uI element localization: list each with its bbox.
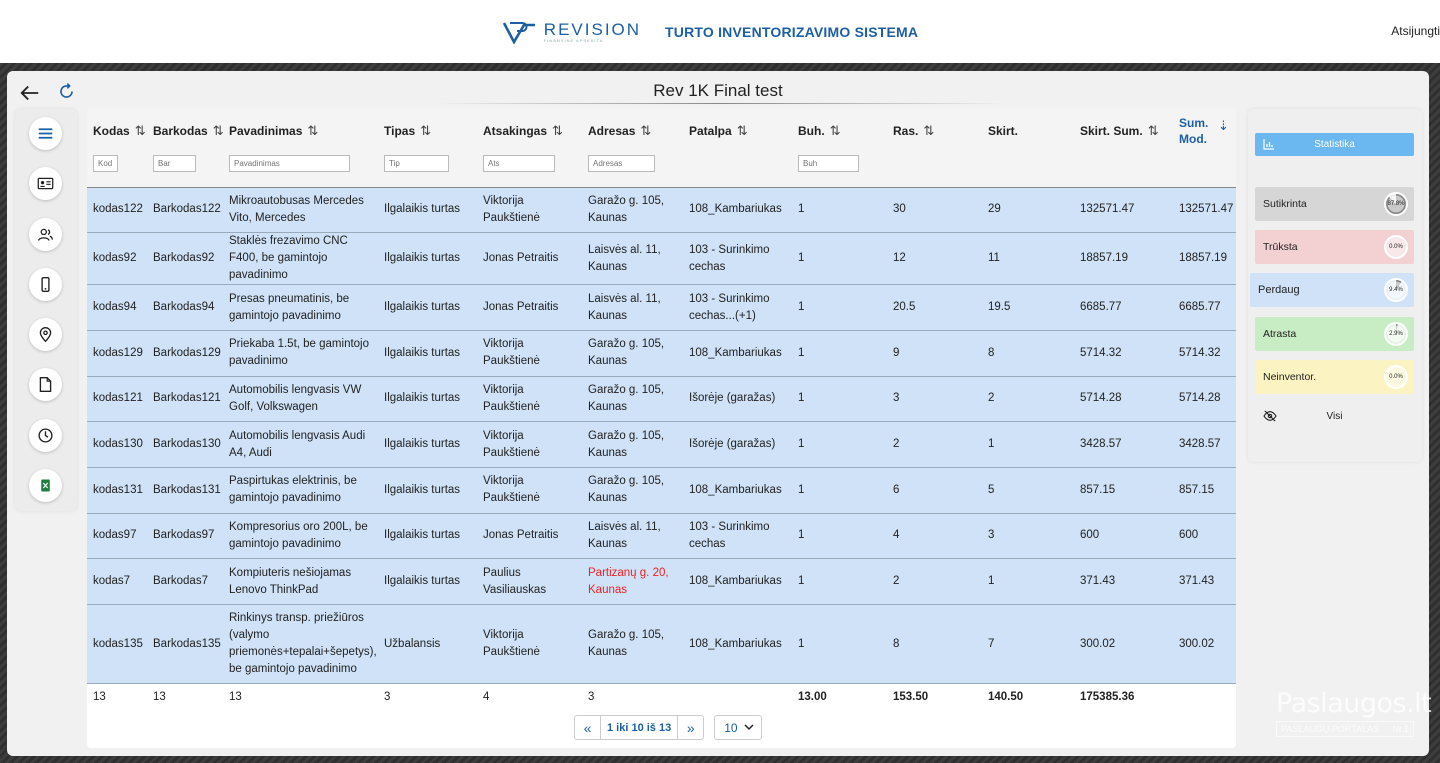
status-filter-label: Perdaug <box>1258 284 1300 296</box>
bar-chart-icon <box>1263 138 1275 150</box>
sort-icon[interactable]: ⇅ <box>1147 123 1159 138</box>
page-size-select[interactable] <box>714 715 762 740</box>
cell-buh: 1 <box>792 559 887 605</box>
table-row[interactable] <box>87 422 1236 468</box>
statistics-label: Statistika <box>1314 139 1355 150</box>
table-row[interactable] <box>87 559 1236 605</box>
total-cell: 175385.36 <box>1074 684 1173 712</box>
table-row[interactable] <box>87 330 1236 376</box>
total-cell: 13 <box>147 684 223 712</box>
brand-logo <box>502 20 918 44</box>
column-label: Ras. <box>893 124 919 138</box>
cell-patalpa: 108_Kambariukas <box>683 187 792 233</box>
cell-sum-mod: 371.43 <box>1173 559 1236 605</box>
pagination <box>574 715 762 740</box>
first-page-button[interactable]: « <box>583 719 592 736</box>
column-label: Skirt. <box>988 124 1019 138</box>
cell-sum-mod: 18857.19 <box>1173 233 1236 285</box>
cell-pavadinimas: Rinkinys transp. priežiūros (valymo priemonės+tepalai+šepetys), be gamintojo pavadinimo <box>223 605 378 684</box>
cell-tipas: Užbalansis <box>378 605 477 684</box>
column-label: Sum. Mod. <box>1179 116 1209 146</box>
sort-icon[interactable]: ⇅ <box>307 123 319 138</box>
cell-skirt: 5 <box>982 467 1074 513</box>
column-header-skirt[interactable] <box>982 108 1074 187</box>
column-label: Pavadinimas <box>229 124 303 138</box>
cell-adresas: Partizanų g. 20, Kaunas <box>582 559 683 605</box>
cell-tipas: Ilgalaikis turtas <box>378 285 477 331</box>
table-body <box>87 187 1236 684</box>
cell-buh: 1 <box>792 422 887 468</box>
cell-atsakingas: Viktorija Paukštienė <box>477 467 582 513</box>
filter-input-pavadinimas[interactable] <box>229 155 350 172</box>
cell-sum-mod: 3428.57 <box>1173 422 1236 468</box>
app-title: TURTO INVENTORIZAVIMO SISTEMA <box>665 23 919 40</box>
cell-sum-mod: 132571.47 <box>1173 187 1236 233</box>
column-header-sum-mod[interactable] <box>1173 108 1236 187</box>
show-all-label: Visi <box>1326 410 1343 422</box>
table-row[interactable] <box>87 513 1236 559</box>
status-filter-perdaug[interactable] <box>1250 273 1414 307</box>
cell-atsakingas: Paulius Vasiliauskas <box>477 559 582 605</box>
cell-buh: 1 <box>792 467 887 513</box>
status-filter-label: Neinventor. <box>1263 371 1317 383</box>
side-navigation <box>15 109 77 511</box>
cell-skirt-sum: 300.02 <box>1074 605 1173 684</box>
cell-buh: 1 <box>792 376 887 422</box>
watermark-subtitle: PASLAUGŲ PORTALAS <box>1281 724 1380 734</box>
cell-ras: 3 <box>887 376 982 422</box>
cell-skirt: 19.5 <box>982 285 1074 331</box>
cell-patalpa: 103 - Surinkimo cechas...(+1) <box>683 285 792 331</box>
cell-tipas: Ilgalaikis turtas <box>378 513 477 559</box>
cell-atsakingas: Viktorija Paukštienė <box>477 376 582 422</box>
total-cell: 13.00 <box>792 684 887 712</box>
sort-desc-icon[interactable]: ⇣ <box>1218 118 1229 133</box>
cell-skirt-sum: 5714.28 <box>1074 376 1173 422</box>
cell-atsakingas: Viktorija Paukštienė <box>477 330 582 376</box>
cell-ras: 8 <box>887 605 982 684</box>
inventory-table <box>87 108 1236 712</box>
cell-ras: 30 <box>887 187 982 233</box>
status-filter-sutikrinta[interactable] <box>1255 187 1414 221</box>
filter-input-atsakingas[interactable] <box>483 155 555 172</box>
cell-tipas: Ilgalaikis turtas <box>378 559 477 605</box>
table-row[interactable] <box>87 467 1236 513</box>
total-cell: 153.50 <box>887 684 982 712</box>
cell-patalpa: 103 - Surinkimo cechas <box>683 233 792 285</box>
cell-buh: 1 <box>792 605 887 684</box>
page-size-value: 10 <box>724 720 738 735</box>
brand-subtitle: FINANSINĖ APSKAITA <box>543 37 604 43</box>
cell-skirt: 29 <box>982 187 1074 233</box>
location-pin-icon[interactable] <box>29 318 62 351</box>
sort-icon[interactable]: ⇅ <box>923 123 935 138</box>
total-cell: 13 <box>223 684 378 712</box>
cell-ras: 20.5 <box>887 285 982 331</box>
sort-icon[interactable]: ⇅ <box>829 123 841 138</box>
sort-icon[interactable]: ⇅ <box>420 123 432 138</box>
cell-atsakingas: Jonas Petraitis <box>477 285 582 331</box>
cell-skirt-sum: 6685.77 <box>1074 285 1173 331</box>
total-cell: 4 <box>477 684 582 712</box>
cell-skirt-sum: 5714.32 <box>1074 330 1173 376</box>
progress-ring: 9.4% <box>1384 278 1408 302</box>
cell-adresas: Garažo g. 105, Kaunas <box>582 605 683 684</box>
cell-tipas: Ilgalaikis turtas <box>378 187 477 233</box>
column-header-patalpa[interactable] <box>683 108 792 187</box>
cell-kodas: kodas129 <box>87 330 147 376</box>
mobile-device-icon[interactable] <box>29 268 62 301</box>
cell-skirt: 1 <box>982 422 1074 468</box>
cell-barkodas: Barkodas122 <box>147 187 223 233</box>
cell-buh: 1 <box>792 330 887 376</box>
inventory-table-container <box>87 108 1236 748</box>
cell-kodas: kodas7 <box>87 559 147 605</box>
column-label: Buh. <box>798 124 825 138</box>
cell-buh: 1 <box>792 187 887 233</box>
cell-sum-mod: 5714.32 <box>1173 330 1236 376</box>
cell-skirt: 1 <box>982 559 1074 605</box>
total-cell: 13 <box>87 684 147 712</box>
sort-icon[interactable]: ⇅ <box>134 123 146 138</box>
cell-patalpa: 108_Kambariukas <box>683 605 792 684</box>
document-icon[interactable] <box>29 368 62 401</box>
cell-kodas: kodas94 <box>87 285 147 331</box>
cell-atsakingas: Viktorija Paukštienė <box>477 605 582 684</box>
cell-pavadinimas: Automobilis lengvasis VW Golf, Volkswagen <box>223 376 378 422</box>
cell-adresas: Garažo g. 105, Kaunas <box>582 467 683 513</box>
cell-skirt: 7 <box>982 605 1074 684</box>
cell-skirt-sum: 600 <box>1074 513 1173 559</box>
cell-buh: 1 <box>792 513 887 559</box>
total-cell: 3 <box>378 684 477 712</box>
revision-logo-icon <box>502 20 536 44</box>
title-divider <box>437 103 1007 104</box>
cell-skirt-sum: 18857.19 <box>1074 233 1173 285</box>
top-header <box>0 0 1440 63</box>
sort-icon[interactable]: ⇅ <box>212 123 224 138</box>
sort-icon[interactable]: ⇅ <box>552 123 563 138</box>
page-info: 1 iki 10 iš 13 <box>600 716 678 739</box>
cell-barkodas: Barkodas121 <box>147 376 223 422</box>
cell-barkodas: Barkodas129 <box>147 330 223 376</box>
cell-ras: 2 <box>887 422 982 468</box>
column-header-ras[interactable] <box>887 108 982 187</box>
cell-skirt: 11 <box>982 233 1074 285</box>
watermark-title: Paslaugos.lt <box>1276 688 1432 719</box>
cell-skirt-sum: 857.15 <box>1074 467 1173 513</box>
cell-kodas: kodas135 <box>87 605 147 684</box>
column-label: Tipas <box>384 124 416 138</box>
cell-ras: 9 <box>887 330 982 376</box>
table-header-row <box>87 108 1236 187</box>
cell-kodas: kodas130 <box>87 422 147 468</box>
cell-atsakingas: Viktorija Paukštienė <box>477 422 582 468</box>
status-filter-label: Trūksta <box>1263 241 1298 253</box>
column-header-kodas[interactable] <box>87 108 147 187</box>
cell-pavadinimas: Presas pneumatinis, be gamintojo pavadinimo <box>223 285 378 331</box>
logout-link[interactable]: Atsijungti <box>1391 24 1440 38</box>
column-label: Atsakingas <box>483 124 548 138</box>
cell-pavadinimas: Priekaba 1.5t, be gamintojo pavadinimo <box>223 330 378 376</box>
total-cell <box>1173 684 1236 712</box>
cell-barkodas: Barkodas92 <box>147 233 223 285</box>
cell-skirt: 2 <box>982 376 1074 422</box>
cell-tipas: Ilgalaikis turtas <box>378 233 477 285</box>
next-page-button[interactable]: » <box>686 719 695 736</box>
filter-input-kodas[interactable] <box>93 155 118 172</box>
cell-barkodas: Barkodas7 <box>147 559 223 605</box>
cell-kodas: kodas131 <box>87 467 147 513</box>
column-header-pavadinimas[interactable] <box>223 108 378 187</box>
cell-pavadinimas: Kompiuteris nešiojamas Lenovo ThinkPad <box>223 559 378 605</box>
cell-ras: 2 <box>887 559 982 605</box>
users-icon[interactable] <box>29 218 62 251</box>
status-filter-neinventor[interactable] <box>1255 360 1414 394</box>
cell-atsakingas: Jonas Petraitis <box>477 513 582 559</box>
cell-atsakingas: Jonas Petraitis <box>477 233 582 285</box>
cell-adresas: Laisvės al. 11, Kaunas <box>582 513 683 559</box>
cell-tipas: Ilgalaikis turtas <box>378 376 477 422</box>
cell-adresas: Garažo g. 105, Kaunas <box>582 422 683 468</box>
cell-adresas: Laisvės al. 11, Kaunas <box>582 233 683 285</box>
cell-sum-mod: 857.15 <box>1173 467 1236 513</box>
cell-adresas: Garažo g. 105, Kaunas <box>582 187 683 233</box>
cell-kodas: kodas122 <box>87 187 147 233</box>
cell-barkodas: Barkodas94 <box>147 285 223 331</box>
show-all-filter[interactable] <box>1255 406 1414 426</box>
cell-barkodas: Barkodas135 <box>147 605 223 684</box>
filter-input-barkodas[interactable] <box>153 155 196 172</box>
table-row[interactable] <box>87 605 1236 684</box>
sort-icon[interactable]: ⇅ <box>736 123 748 138</box>
column-header-barkodas[interactable] <box>147 108 223 187</box>
cell-ras: 6 <box>887 467 982 513</box>
excel-icon[interactable] <box>29 469 62 502</box>
table-row[interactable] <box>87 376 1236 422</box>
cell-sum-mod: 600 <box>1173 513 1236 559</box>
column-label: Kodas <box>93 124 130 138</box>
statistics-button[interactable] <box>1255 133 1414 156</box>
progress-ring: 0.0% <box>1384 235 1408 259</box>
column-header-skirt-sum[interactable] <box>1074 108 1173 187</box>
cell-kodas: kodas92 <box>87 233 147 285</box>
cell-patalpa: 108_Kambariukas <box>683 467 792 513</box>
cell-pavadinimas: Staklės frezavimo CNC F400, be gamintojo pavadinimo <box>223 233 378 285</box>
table-totals-row <box>87 684 1236 712</box>
watermark-badge <box>1276 721 1414 737</box>
cell-skirt-sum: 371.43 <box>1074 559 1173 605</box>
cell-skirt-sum: 3428.57 <box>1074 422 1173 468</box>
column-label: Adresas <box>588 124 636 138</box>
status-filter-trksta[interactable] <box>1255 230 1414 264</box>
cell-sum-mod: 300.02 <box>1173 605 1236 684</box>
cell-skirt: 8 <box>982 330 1074 376</box>
cell-buh: 1 <box>792 285 887 331</box>
cell-sum-mod: 6685.77 <box>1173 285 1236 331</box>
cell-kodas: kodas97 <box>87 513 147 559</box>
cell-skirt-sum: 132571.47 <box>1074 187 1173 233</box>
cell-pavadinimas: Automobilis lengvasis Audi A4, Audi <box>223 422 378 468</box>
filter-input-adresas[interactable] <box>588 155 655 172</box>
filter-input-tipas[interactable] <box>384 155 449 172</box>
status-filter-label: Sutikrinta <box>1263 198 1307 210</box>
cell-ras: 4 <box>887 513 982 559</box>
progress-ring: 0.0% <box>1384 365 1408 389</box>
column-label: Patalpa <box>689 124 732 138</box>
cell-patalpa: 108_Kambariukas <box>683 330 792 376</box>
table-row[interactable] <box>87 285 1236 331</box>
status-filter-label: Atrasta <box>1263 328 1297 340</box>
progress-ring: 87.8% <box>1384 192 1408 216</box>
brand-name: REVISION <box>543 19 642 39</box>
cell-tipas: Ilgalaikis turtas <box>378 422 477 468</box>
cell-tipas: Ilgalaikis turtas <box>378 330 477 376</box>
cell-tipas: Ilgalaikis turtas <box>378 467 477 513</box>
id-card-icon[interactable] <box>29 167 62 200</box>
column-label: Skirt. Sum. <box>1080 124 1143 138</box>
column-label: Barkodas <box>153 124 208 138</box>
cell-kodas: kodas121 <box>87 376 147 422</box>
column-header-adresas[interactable] <box>582 108 683 187</box>
sort-icon[interactable]: ⇅ <box>640 123 652 138</box>
total-cell: 140.50 <box>982 684 1074 712</box>
filter-input-buh[interactable] <box>798 155 859 172</box>
cell-sum-mod: 5714.28 <box>1173 376 1236 422</box>
cell-adresas: Garažo g. 105, Kaunas <box>582 376 683 422</box>
cell-pavadinimas: Paspirtukas elektrinis, be gamintojo pavadinimo <box>223 467 378 513</box>
cell-pavadinimas: Mikroautobusas Mercedes Vito, Mercedes <box>223 187 378 233</box>
cell-buh: 1 <box>792 233 887 285</box>
cell-ras: 12 <box>887 233 982 285</box>
cell-barkodas: Barkodas130 <box>147 422 223 468</box>
total-cell <box>683 684 792 712</box>
clock-icon[interactable] <box>29 419 62 452</box>
progress-ring: 2.9% <box>1384 322 1408 346</box>
column-header-atsakingas[interactable] <box>477 108 582 187</box>
cell-barkodas: Barkodas131 <box>147 467 223 513</box>
cell-pavadinimas: Kompresorius oro 200L, be gamintojo pavadinimo <box>223 513 378 559</box>
column-header-tipas[interactable] <box>378 108 477 187</box>
cell-skirt: 3 <box>982 513 1074 559</box>
cell-patalpa: 103 - Surinkimo cechas <box>683 513 792 559</box>
page-title: Rev 1K Final test <box>653 81 783 100</box>
total-cell: 3 <box>582 684 683 712</box>
cell-patalpa: 108_Kambariukas <box>683 559 792 605</box>
cell-barkodas: Barkodas97 <box>147 513 223 559</box>
column-header-buh[interactable] <box>792 108 887 187</box>
table-row[interactable] <box>87 187 1236 233</box>
cell-adresas: Garažo g. 105, Kaunas <box>582 330 683 376</box>
cell-atsakingas: Viktorija Paukštienė <box>477 187 582 233</box>
cell-patalpa: Išorėje (garažas) <box>683 376 792 422</box>
main-card <box>7 71 1432 756</box>
status-filter-atrasta[interactable] <box>1255 317 1414 351</box>
cell-adresas: Laisvės al. 11, Kaunas <box>582 285 683 331</box>
watermark-number: Nr.1 <box>1392 724 1409 734</box>
watermark <box>1276 688 1432 743</box>
pagination-group <box>574 715 704 740</box>
table-row[interactable] <box>87 233 1236 285</box>
cell-patalpa: Išorėje (garažas) <box>683 422 792 468</box>
chevron-down-icon <box>744 724 754 731</box>
statistics-panel <box>1248 109 1422 462</box>
menu-icon[interactable] <box>29 117 62 150</box>
